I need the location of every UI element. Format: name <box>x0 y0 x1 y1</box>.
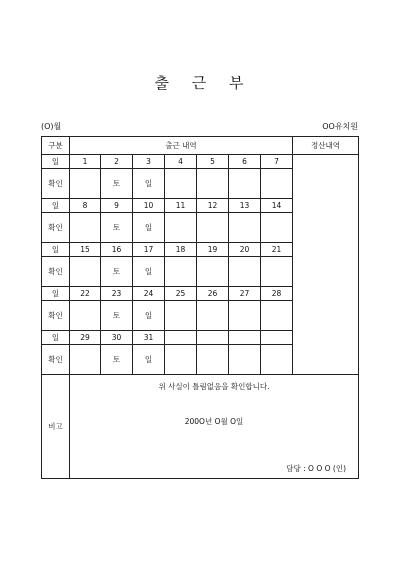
table-header-row <box>42 137 359 155</box>
check-cell <box>165 169 197 199</box>
check-row-label: 확인 <box>42 345 70 375</box>
day-number-cell: 9 <box>101 199 133 213</box>
check-cell <box>165 301 197 331</box>
day-number-cell: 19 <box>197 243 229 257</box>
day-number-cell <box>165 331 197 345</box>
check-cell <box>70 257 101 287</box>
check-cell <box>229 213 261 243</box>
day-row-label: 일 <box>42 199 70 213</box>
check-cell <box>229 169 261 199</box>
attendance-table <box>41 136 359 479</box>
check-cell <box>70 301 101 331</box>
check-cell <box>229 257 261 287</box>
day-number-cell: 2 <box>101 155 133 169</box>
week-day-row <box>42 155 359 169</box>
day-number-cell: 1 <box>70 155 101 169</box>
day-number-cell: 11 <box>165 199 197 213</box>
check-cell: 일 <box>133 169 165 199</box>
day-number-cell: 5 <box>197 155 229 169</box>
day-number-cell: 24 <box>133 287 165 301</box>
day-number-cell: 27 <box>229 287 261 301</box>
check-cell <box>165 257 197 287</box>
day-number-cell: 30 <box>101 331 133 345</box>
check-cell <box>165 345 197 375</box>
category-header: 구분 <box>42 137 70 155</box>
page-title: 출 근 부 <box>154 74 246 92</box>
remark-statement: 위 사실이 틀림없음을 확인합니다. <box>158 382 270 391</box>
day-row-label: 일 <box>42 331 70 345</box>
check-cell: 토 <box>101 345 133 375</box>
attendance-header: 출근 내역 <box>70 137 293 155</box>
check-cell <box>197 169 229 199</box>
kindergarten-name: OO유치원 <box>322 122 358 131</box>
day-number-cell: 7 <box>261 155 293 169</box>
check-cell <box>261 301 293 331</box>
day-row-label: 일 <box>42 155 70 169</box>
day-number-cell: 6 <box>229 155 261 169</box>
day-number-cell: 16 <box>101 243 133 257</box>
day-row-label: 일 <box>42 243 70 257</box>
remark-cell <box>70 375 359 479</box>
day-number-cell: 10 <box>133 199 165 213</box>
day-number-cell: 4 <box>165 155 197 169</box>
day-number-cell: 25 <box>165 287 197 301</box>
day-number-cell: 29 <box>70 331 101 345</box>
check-cell: 일 <box>133 257 165 287</box>
day-number-cell <box>261 331 293 345</box>
day-number-cell: 31 <box>133 331 165 345</box>
check-cell <box>261 345 293 375</box>
check-cell: 토 <box>101 257 133 287</box>
check-cell <box>261 169 293 199</box>
day-number-cell: 18 <box>165 243 197 257</box>
check-cell <box>197 257 229 287</box>
settlement-cell <box>293 155 359 375</box>
check-cell <box>197 345 229 375</box>
check-cell <box>261 213 293 243</box>
day-number-cell: 17 <box>133 243 165 257</box>
check-cell: 일 <box>133 301 165 331</box>
check-cell <box>70 345 101 375</box>
day-number-cell: 23 <box>101 287 133 301</box>
day-number-cell: 3 <box>133 155 165 169</box>
remark-date: 200O년 O월 O일 <box>184 417 244 426</box>
day-number-cell: 26 <box>197 287 229 301</box>
check-cell: 일 <box>133 213 165 243</box>
day-row-label: 일 <box>42 287 70 301</box>
day-number-cell: 22 <box>70 287 101 301</box>
check-cell <box>70 169 101 199</box>
check-cell <box>229 345 261 375</box>
attendance-table-body <box>42 137 359 479</box>
check-cell <box>261 257 293 287</box>
day-number-cell: 20 <box>229 243 261 257</box>
check-row-label: 확인 <box>42 301 70 331</box>
day-number-cell: 21 <box>261 243 293 257</box>
month-label: (O)월 <box>41 122 62 131</box>
check-cell <box>165 213 197 243</box>
check-cell <box>70 213 101 243</box>
check-cell <box>229 301 261 331</box>
day-number-cell: 12 <box>197 199 229 213</box>
check-cell <box>197 301 229 331</box>
check-cell: 토 <box>101 301 133 331</box>
day-number-cell <box>229 331 261 345</box>
day-number-cell: 13 <box>229 199 261 213</box>
remark-signer: 담당 : O O O (인) <box>286 464 346 473</box>
day-number-cell <box>197 331 229 345</box>
day-number-cell: 28 <box>261 287 293 301</box>
day-number-cell: 15 <box>70 243 101 257</box>
check-row-label: 확인 <box>42 213 70 243</box>
remark-label: 비고 <box>42 375 70 479</box>
check-cell <box>197 213 229 243</box>
check-row-label: 확인 <box>42 257 70 287</box>
check-row-label: 확인 <box>42 169 70 199</box>
check-cell: 일 <box>133 345 165 375</box>
check-cell: 토 <box>101 213 133 243</box>
day-number-cell: 14 <box>261 199 293 213</box>
check-cell: 토 <box>101 169 133 199</box>
day-number-cell: 8 <box>70 199 101 213</box>
remark-row <box>42 375 359 479</box>
settlement-header: 정산내역 <box>293 137 359 155</box>
